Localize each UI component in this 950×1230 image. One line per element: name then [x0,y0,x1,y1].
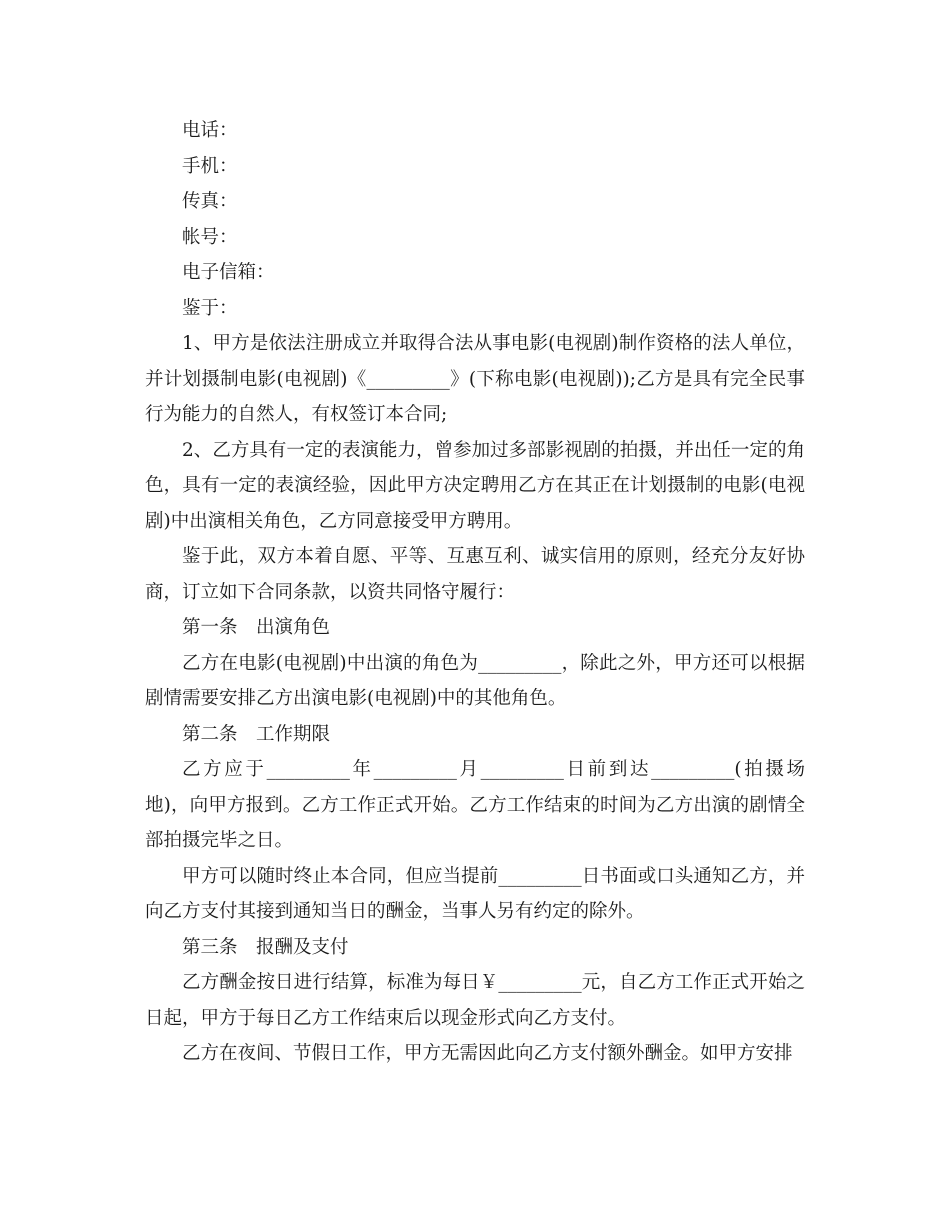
whereas-label: 鉴于： [182,297,238,319]
article-2-heading: 第二条 工作期限 [182,723,331,745]
contract-body [145,113,805,1072]
article-1-heading: 第一条 出演角色 [182,617,331,638]
phone-field-label: 电话： [182,120,238,141]
recital-1: 1、甲方是依法注册成立并取得合法从事电影(电视剧)制作资格的法人单位，并计划摄制电影(电视剧)《_________》(下称电影(电视剧));乙方是具有完全民事行为能力的自然人，有权签订本合同; [145,333,805,425]
email-field-label: 电子信箱： [182,262,275,283]
article-3-body-2: 乙方在夜间、节假日工作，甲方无需因此向乙方支付额外酬金。如甲方安排 [182,1043,793,1064]
preamble-paragraph: 鉴于此，双方本着自愿、平等、互惠互利、诚实信用的原则，经充分友好协商，订立如下合同条款，以资共同恪守履行： [145,546,805,603]
article-2-body-2: 甲方可以随时终止本合同，但应当提前_________日书面或口头通知乙方，并向乙方支付其接到通知当日的酬金，当事人另有约定的除外。 [145,865,805,922]
mobile-field-label: 手机： [182,155,238,177]
account-field-label: 帐号： [182,226,238,248]
recital-2: 2、乙方具有一定的表演能力，曾参加过多部影视剧的拍摄，并出任一定的角色，具有一定的表演经验，因此甲方决定聘用乙方在其正在计划摄制的电影(电视剧)中出演相关角色，乙方同意接受甲方聘用。 [145,439,805,532]
article-2-body-1: 乙方应于_________年_________月_________日前到达_________(拍摄场地)，向甲方报到。乙方工作正式开始。乙方工作结束的时间为乙方出演的剧情全部拍摄完毕之日。 [145,759,805,851]
fax-field-label: 传真： [182,191,238,212]
article-3-body-1: 乙方酬金按日进行结算，标准为每日￥_________元，自乙方工作正式开始之日起，甲方于每日乙方工作结束后以现金形式向乙方支付。 [145,972,805,1029]
article-3-heading: 第三条 报酬及支付 [182,936,349,958]
article-1-body: 乙方在电影(电视剧)中出演的角色为_________，除此之外，甲方还可以根据剧情需要安排乙方出演电影(电视剧)中的其他角色。 [145,652,805,709]
